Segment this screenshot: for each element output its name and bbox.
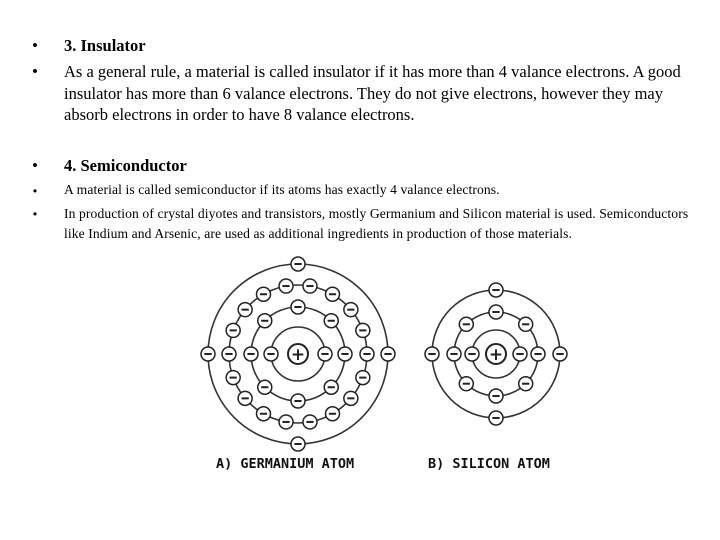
bullet-3: •	[32, 157, 38, 174]
silicon-electron	[519, 377, 533, 391]
germanium-electron	[291, 394, 305, 408]
silicon-electron	[489, 283, 503, 297]
germanium-electron	[257, 287, 271, 301]
germanium-electron	[381, 347, 395, 361]
germanium-electron	[360, 347, 374, 361]
germanium-electron	[356, 371, 370, 385]
germanium-electron	[244, 347, 258, 361]
insulator-text: As a general rule, a material is called insulator if it has more than 4 valance electrons. A good insulator has more than 6 valance electrons. They do not give electrons, however they may absorb electrons in order to have 8 valance electrons.	[64, 62, 681, 124]
insulator-heading: 3. Insulator	[64, 36, 146, 55]
silicon-electron	[489, 389, 503, 403]
silicon-nucleus-sign: +	[488, 345, 504, 365]
silicon-caption: B) SILICON ATOM	[428, 456, 550, 472]
semiconductor-text-1: A material is called semiconductor if its atoms has exactly 4 valance electrons.	[64, 182, 500, 197]
germanium-electron	[303, 415, 317, 429]
germanium-electron	[344, 303, 358, 317]
germanium-electron	[326, 407, 340, 421]
silicon-electron	[489, 305, 503, 319]
germanium-electron	[258, 380, 272, 394]
germanium-electron	[238, 391, 252, 405]
germanium-electron	[258, 314, 272, 328]
silicon-electron	[459, 317, 473, 331]
germanium-electron	[257, 407, 271, 421]
silicon-electron	[519, 317, 533, 331]
bullet-4: •	[32, 184, 38, 198]
germanium-electron	[279, 415, 293, 429]
germanium-electron	[279, 279, 293, 293]
germanium-electron	[238, 303, 252, 317]
germanium-electron	[291, 257, 305, 271]
silicon-electron	[425, 347, 439, 361]
silicon-electron	[465, 347, 479, 361]
germanium-atom	[201, 257, 395, 451]
silicon-electron	[489, 411, 503, 425]
germanium-electron	[318, 347, 332, 361]
germanium-nucleus-sign: +	[290, 345, 306, 365]
germanium-electron	[291, 300, 305, 314]
germanium-electron	[291, 437, 305, 451]
silicon-electron	[513, 347, 527, 361]
silicon-electron	[447, 347, 461, 361]
bullet-1: •	[32, 37, 38, 54]
germanium-electron	[201, 347, 215, 361]
semiconductor-text-2: In production of crystal diyotes and transistors, mostly Germanium and Silicon material is used. Semiconductors like Indium and Arsenic, are used as additional ingredients in production of those materials.	[64, 206, 689, 241]
silicon-atom	[425, 283, 567, 425]
atom-diagram	[196, 250, 596, 480]
bullet-2: •	[32, 63, 38, 80]
bullet-5: •	[32, 207, 38, 221]
germanium-electron	[222, 347, 236, 361]
germanium-electron	[338, 347, 352, 361]
germanium-electron	[226, 323, 240, 337]
silicon-electron	[553, 347, 567, 361]
germanium-electron	[356, 323, 370, 337]
silicon-electron	[531, 347, 545, 361]
germanium-electron	[324, 380, 338, 394]
semiconductor-heading: 4. Semiconductor	[64, 156, 187, 175]
germanium-electron	[264, 347, 278, 361]
silicon-electron	[459, 377, 473, 391]
germanium-electron	[324, 314, 338, 328]
germanium-electron	[303, 279, 317, 293]
germanium-caption: A) GERMANIUM ATOM	[216, 456, 355, 472]
germanium-electron	[226, 371, 240, 385]
germanium-electron	[344, 391, 358, 405]
germanium-electron	[326, 287, 340, 301]
